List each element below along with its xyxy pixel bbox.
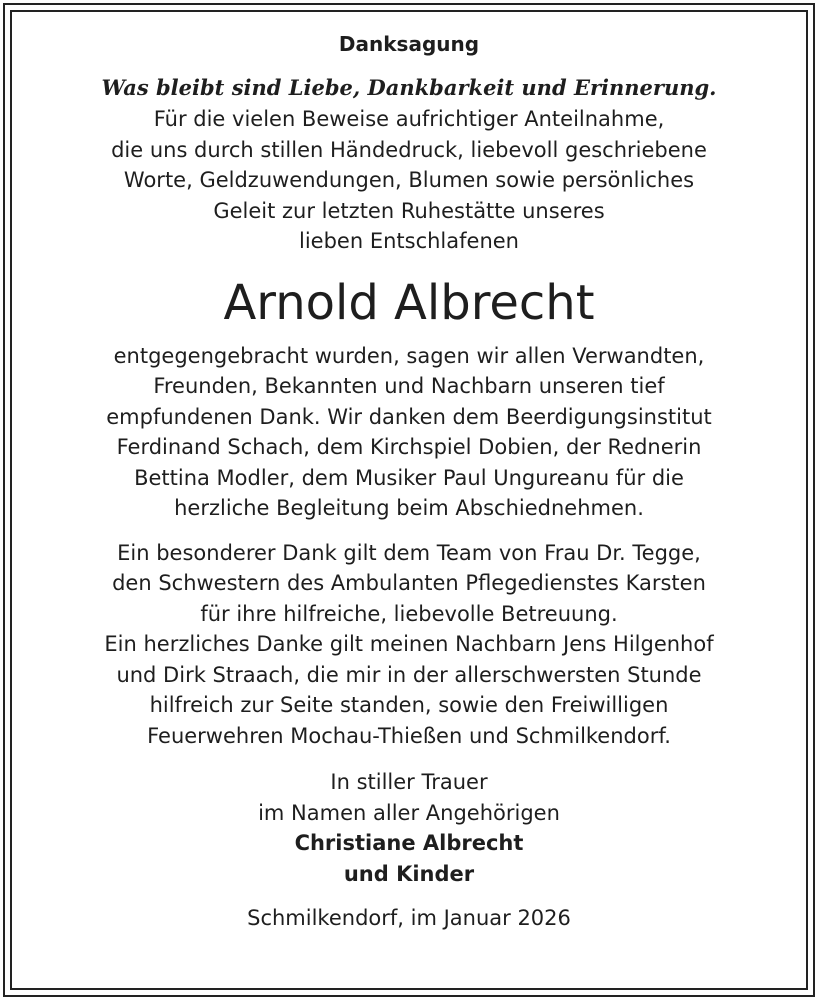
thanks-line: entgegengebracht wurden, sagen wir allen Verwandten, [113, 343, 705, 368]
thanks-line: Bettina Modler, dem Musiker Paul Ungureanu für die [134, 465, 684, 490]
motto: Was bleibt sind Liebe, Dankbarkeit und Erinnerung. [101, 75, 717, 100]
special-thanks-line: den Schwestern des Ambulanten Pflegedienstes Karsten [112, 571, 706, 595]
signature-relatives: im Namen aller Angehörigen [258, 800, 560, 825]
special-thanks-line: hilfreich zur Seite standen, sowie den Freiwilligen [149, 693, 669, 717]
special-thanks-line: Feuerwehren Mochau-Thießen und Schmilkendorf. [147, 723, 671, 748]
special-thanks-line: für ihre hilfreiche, liebevolle Betreuung. [200, 601, 618, 626]
thanks-line: Ferdinand Schach, dem Kirchspiel Dobien, der Rednerin [116, 435, 702, 459]
intro-line: lieben Entschlafenen [299, 229, 519, 253]
intro-line: die uns durch stillen Händedruck, liebevoll geschriebene [111, 137, 707, 162]
signature-mourning: In stiller Trauer [330, 770, 488, 794]
thanks-paragraph [14, 341, 804, 524]
thanks-line: herzliche Begleitung beim Abschiednehmen. [174, 496, 644, 520]
intro-paragraph [14, 104, 804, 257]
obituary-notice [14, 30, 804, 934]
deceased-name: Arnold Albrecht [223, 274, 595, 331]
special-thanks-line: und Dirk Straach, die mir in der allerschwersten Stunde [116, 662, 702, 687]
special-thanks-line: Ein herzliches Danke gilt meinen Nachbarn Jens Hilgenhof [104, 632, 714, 656]
intro-line: Für die vielen Beweise aufrichtiger Anteilnahme, [153, 107, 665, 131]
signature-block [14, 767, 804, 889]
intro-line: Worte, Geldzuwendungen, Blumen sowie persönliches [123, 168, 695, 192]
thanks-line: Freunden, Bekannten und Nachbarn unseren tief [153, 374, 665, 398]
special-thanks-line: Ein besonderer Dank gilt dem Team von Frau Dr. Tegge, [117, 540, 701, 565]
notice-heading: Danksagung [338, 32, 480, 56]
signature-family: und Kinder [343, 861, 475, 886]
special-thanks-paragraph [14, 538, 804, 752]
intro-line: Geleit zur letzten Ruhestätte unseres [213, 198, 605, 223]
signature-name: Christiane Albrecht [294, 831, 524, 855]
place-date: Schmilkendorf, im Januar 2026 [247, 906, 571, 930]
thanks-line: empfundenen Dank. Wir danken dem Beerdigungsinstitut [106, 404, 712, 429]
